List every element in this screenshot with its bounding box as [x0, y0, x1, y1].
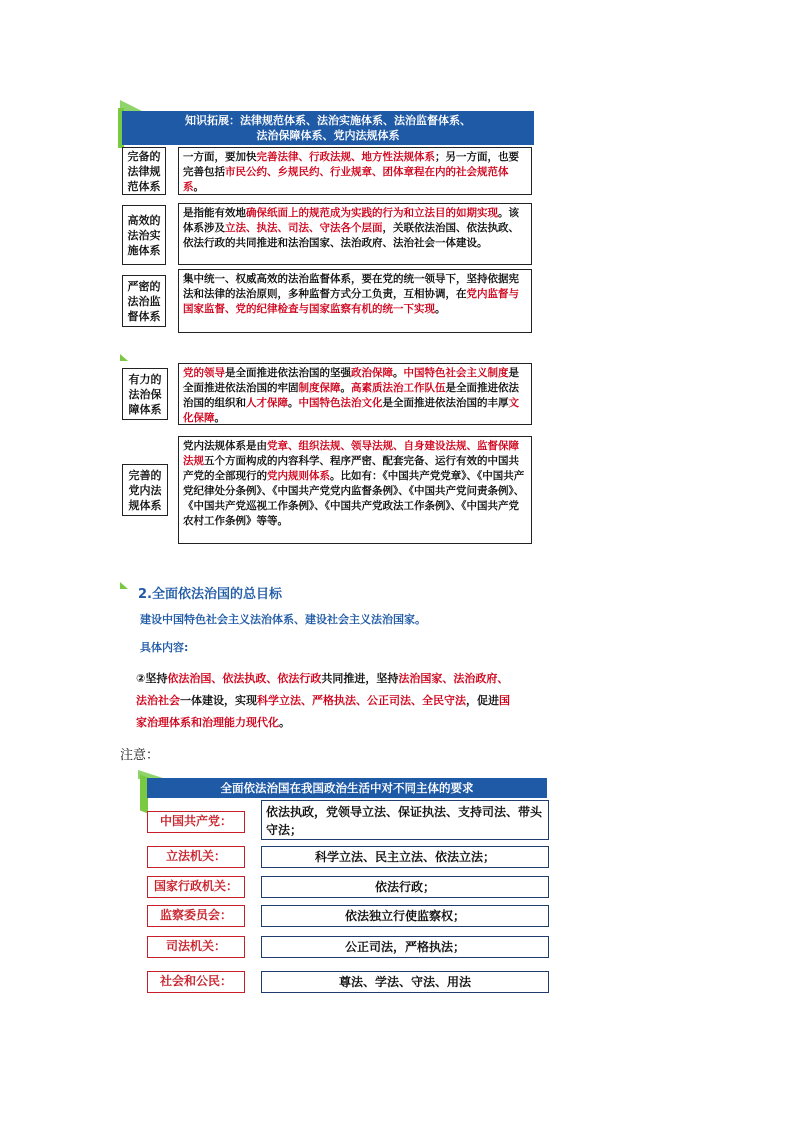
- subject-label: 中国共产党：: [147, 811, 245, 833]
- highlight-text: 完善法律、行政法规、地方性法规体系: [256, 151, 435, 163]
- requirement-box: 科学立法、民主立法、依法立法；: [261, 846, 549, 868]
- body-text: 。: [279, 716, 290, 729]
- subject-label: 社会和公民：: [147, 971, 245, 993]
- corner-decoration: [120, 582, 128, 589]
- row-label-text: 完善的党内法规体系: [128, 468, 162, 512]
- subject-label: 国家行政机关：: [147, 876, 245, 898]
- note-label: 注意：: [120, 748, 160, 763]
- highlight-text: 科学立法、严格执法、公正司法、全民守法: [257, 694, 466, 707]
- goal-statement: 建设中国特色社会主义法治体系、建设社会主义法治国家。: [140, 613, 426, 626]
- highlight-text: 文化保障: [183, 397, 519, 424]
- body-text: 。: [193, 181, 204, 193]
- body-text: 是全面推进依法治国的组织和: [183, 382, 519, 409]
- highlight-text: 依法治国、依法执政、依法行政: [167, 672, 322, 685]
- body-text: 。: [393, 367, 404, 379]
- body-text: 。: [214, 412, 225, 424]
- row-label: [122, 147, 166, 195]
- row-label-text: 严密的法治监督体系: [127, 279, 161, 323]
- subject-label: 立法机关：: [147, 846, 245, 868]
- subject-label: 监察委员会：: [147, 905, 245, 927]
- highlight-text: 党内监督与国家监督、党的纪律检查与国家监察有机的统一下实现: [183, 288, 519, 315]
- goal-subheading: 具体内容:: [140, 641, 189, 654]
- row-description: [178, 147, 532, 195]
- knowledge-header: [122, 111, 534, 145]
- body-text: 。: [288, 397, 299, 409]
- corner-decoration: [120, 354, 128, 361]
- goal-detail: [136, 668, 516, 734]
- highlight-text: 政治保障: [351, 367, 393, 379]
- highlight-text: 党内规则体系: [267, 470, 330, 482]
- requirements-title: 全面依法治国在我国政治生活中对不同主体的要求: [147, 778, 547, 798]
- requirement-box: 公正司法，严格执法；: [261, 936, 549, 958]
- body-text: 。: [340, 382, 351, 394]
- highlight-text: 市民公约、乡规民约、行业规章、团体章程在内的社会规范体系: [183, 166, 509, 193]
- row-label-text: 完备的法律规范体系: [127, 149, 161, 193]
- highlight-text: 党的领导: [183, 367, 225, 379]
- body-text: 是全面推进依法治国的牢固: [183, 367, 519, 394]
- highlight-text: 人才保障: [246, 397, 288, 409]
- highlight-text: 制度保障: [298, 382, 341, 394]
- row-label-text: 高效的法治实施体系: [127, 213, 161, 257]
- body-text: 共同推进，坚持: [321, 672, 399, 685]
- requirement-box: 依法行政；: [261, 876, 549, 898]
- row-description: [178, 269, 532, 333]
- body-text: 是指能有效地: [183, 207, 246, 219]
- body-text: 党内法规体系是由: [183, 440, 267, 452]
- highlight-text: 立法、执法、司法、守法各个层面: [225, 222, 383, 234]
- body-text: 一方面，要加快: [183, 151, 257, 163]
- body-text: 。该体系涉及: [183, 207, 519, 234]
- highlight-text: 国家治理体系和治理能力现代化: [136, 694, 510, 729]
- row-label-text: 有力的法治保障体系: [128, 372, 162, 416]
- highlight-text: 法治国家、法治政府、法治社会: [136, 672, 509, 707]
- highlight-text: 中国特色法治文化: [298, 397, 383, 409]
- row-description: [178, 363, 532, 425]
- highlight-text: 确保纸面上的规范成为实践的行为和立法目的如期实现: [246, 207, 498, 219]
- knowledge-header-line1: 知识拓展：法律规范体系、法治实施体系、法治监督体系、: [185, 114, 471, 127]
- body-text: 一体建设，实现: [180, 694, 257, 707]
- row-label: [122, 275, 166, 327]
- requirement-box: 尊法、学法、守法、用法: [261, 971, 549, 993]
- body-text: ；另一方面，也要完善包括: [183, 151, 519, 178]
- body-text: 是全面推进依法治国的丰厚: [382, 397, 509, 409]
- row-label: [122, 368, 168, 420]
- row-description: [178, 436, 532, 544]
- requirement-box: 依法独立行使监察权；: [261, 905, 549, 927]
- body-text: 。: [435, 303, 446, 315]
- knowledge-header-line2: 法治保障体系、党内法规体系: [256, 129, 400, 142]
- highlight-text: 高素质法治工作队伍: [351, 382, 446, 394]
- subject-label: 司法机关：: [147, 936, 245, 958]
- body-text: 集中统一、权威高效的法治监督体系，要在党的统一领导下，坚持依据宪法和法律的法治原则，多种监督方式分工负责，互相协调，在: [183, 273, 519, 300]
- row-label: [122, 464, 168, 516]
- body-text: 是全面推进依法治国的坚强: [225, 367, 351, 379]
- body-text: ，促进: [466, 694, 499, 707]
- body-text: ，关联依法治国、依法执政、依法行政的共同推进和法治国家、法治政府、法治社会一体建设。: [183, 222, 519, 249]
- body-text: ②坚持: [136, 672, 168, 685]
- requirement-box: 依法执政，党领导立法、保证执法、支持司法、带头守法；: [261, 800, 549, 840]
- row-label: [122, 205, 166, 265]
- highlight-text: 党章、组织法规、领导法规、自身建设法规、监督保障法规: [183, 440, 519, 467]
- row-description: [178, 203, 532, 265]
- body-text: 五个方面构成的内容科学、程序严密、配套完备、运行有效的中国共产党的全部现行的: [183, 455, 519, 482]
- body-text: 。比如有：《中国共产党党章》、《中国共产党纪律处分条例》、《中国共产党党内监督条例》、《中国共产党问责条例》、《中国共产党巡视工作条例》、《中国共产党政法工作条例》、《中国共产党农村工作条例》等等。: [183, 470, 525, 527]
- section-title: 2.全面依法治国的总目标: [138, 587, 282, 602]
- highlight-text: 中国特色社会主义制度: [403, 367, 509, 379]
